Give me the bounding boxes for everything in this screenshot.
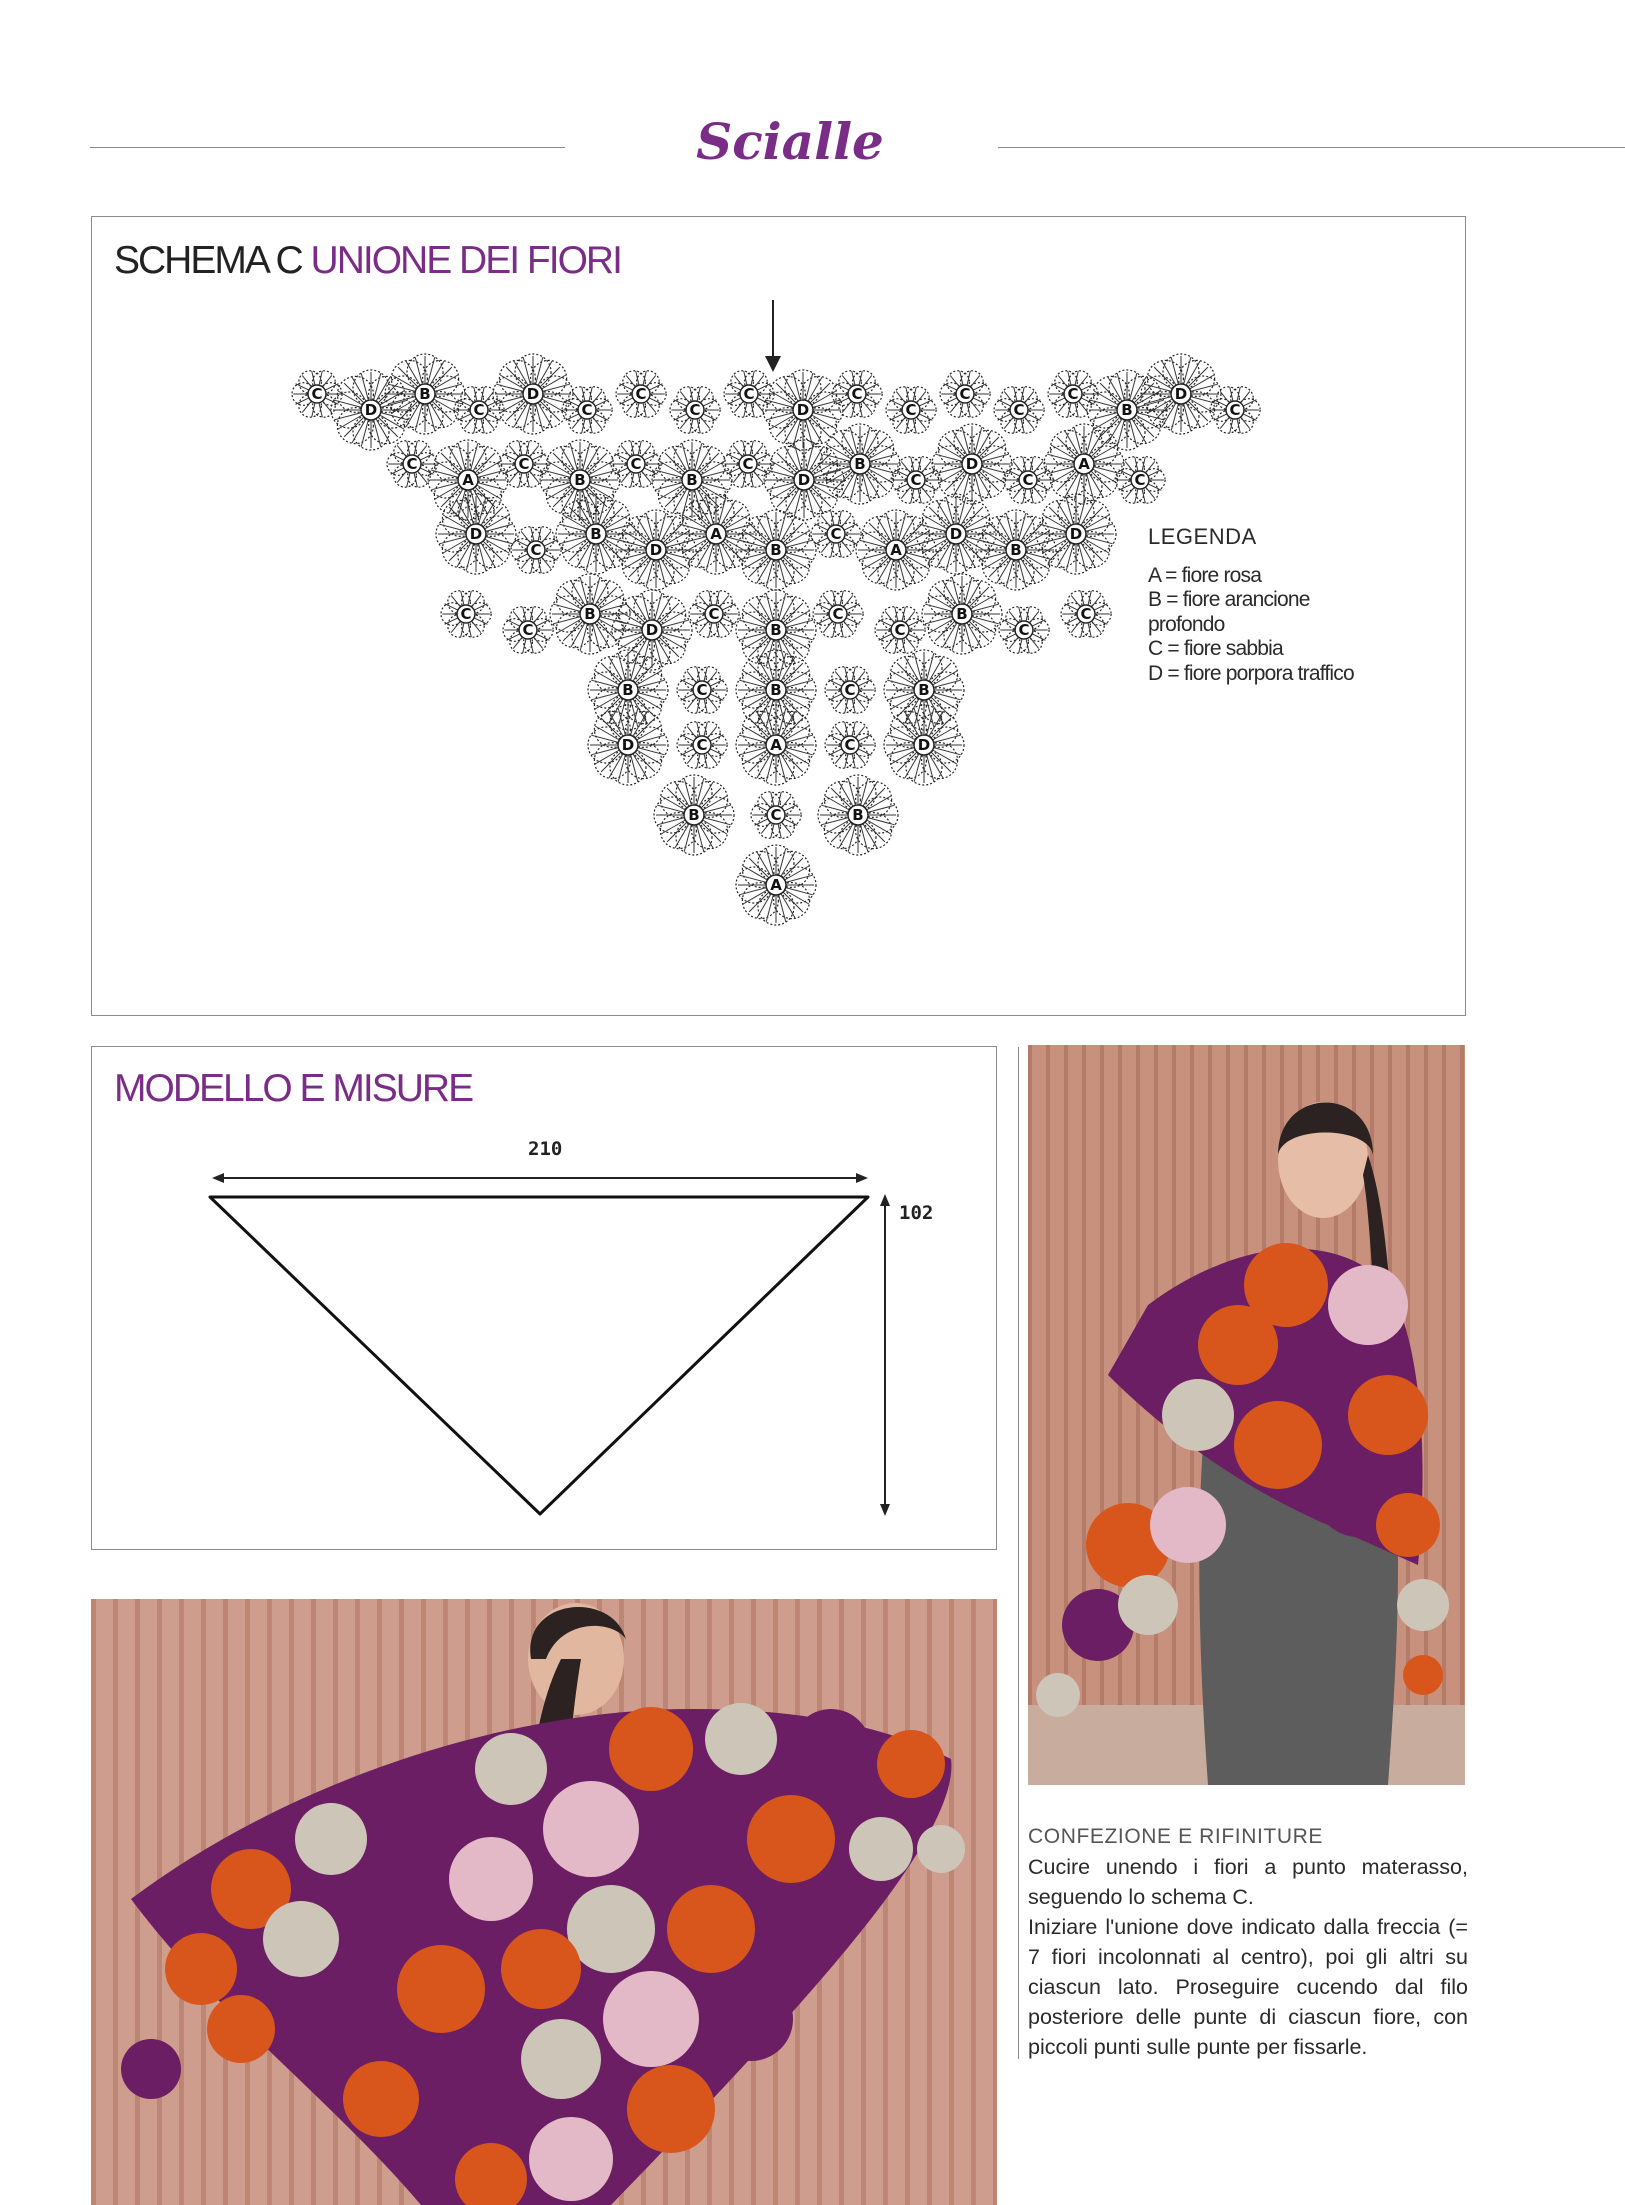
flower-label: C <box>406 455 418 473</box>
flower-label: B <box>419 385 431 403</box>
flower-label: C <box>959 385 971 403</box>
model-photo-side <box>1028 1045 1465 1785</box>
finishing-paragraph-1: Cucire unendo i fiori a punto materasso, seguendo lo schema C. <box>1028 1855 1468 1909</box>
finishing-paragraph-2: Iniziare l'unione dove indicato dalla freccia (= 7 fiori incolonnati al centro), poi gli altri su ciascun lato. Proseguire cucendo dal filo posteriore delle punte di ciascun fiore, con piccoli punti sulle punte per fissarle. <box>1028 1915 1468 2059</box>
flower-label: D <box>796 401 810 419</box>
flower-label: C <box>830 525 842 543</box>
flower-label: C <box>635 385 647 403</box>
shawl-triangle <box>210 1197 868 1514</box>
flower-label: B <box>770 621 782 639</box>
flower-label: B <box>584 605 596 623</box>
flower-label: C <box>460 605 472 623</box>
flower-label: B <box>956 605 968 623</box>
flower-label: C <box>630 455 642 473</box>
flower-label: D <box>469 525 483 543</box>
flower-label: C <box>910 471 922 489</box>
flower-label: A <box>1078 455 1090 473</box>
flower-label: C <box>522 621 534 639</box>
flower-label: A <box>770 876 782 894</box>
legend-title: LEGENDA <box>1148 524 1257 549</box>
model-photo-back-illustration <box>91 1599 997 2205</box>
height-measure: 102 <box>899 1202 934 1224</box>
finishing-title: CONFEZIONE E RIFINITURE <box>1028 1825 1323 1848</box>
flower-label: C <box>1018 621 1030 639</box>
flower-label: C <box>743 385 755 403</box>
flower-label: B <box>852 806 864 824</box>
flower-label: A <box>710 525 722 543</box>
column-divider <box>1018 1047 1019 2059</box>
flower-label: C <box>1067 385 1079 403</box>
flower-label: D <box>645 621 659 639</box>
legend-item-a: A = fiore rosa <box>1148 563 1262 587</box>
flower-label: B <box>770 541 782 559</box>
flower-label: A <box>462 471 474 489</box>
flower-label: D <box>965 455 979 473</box>
schema-title-purple: UNIONE DEI FIORI <box>310 239 621 282</box>
flower-label: C <box>530 541 542 559</box>
flower-label: B <box>1121 401 1133 419</box>
flower-label: B <box>622 681 634 699</box>
flower-label: B <box>686 471 698 489</box>
flower-label: C <box>689 401 701 419</box>
flower-label: C <box>1022 471 1034 489</box>
flower-label: C <box>832 605 844 623</box>
flower-label: C <box>844 681 856 699</box>
legend-item-d: D = fiore porpora traffico <box>1148 661 1354 685</box>
flower-label: B <box>770 681 782 699</box>
flower-label: B <box>918 681 930 699</box>
flower-label: D <box>917 736 931 754</box>
flower-label: C <box>311 385 323 403</box>
flower-label: C <box>844 736 856 754</box>
flower-label: D <box>797 471 811 489</box>
legend-item-c: C = fiore sabbia <box>1148 637 1283 660</box>
flower-label: C <box>696 736 708 754</box>
flower-label: C <box>894 621 906 639</box>
flower-label: A <box>770 736 782 754</box>
flower-label: C <box>742 455 754 473</box>
flower-label: C <box>851 385 863 403</box>
flower-label: C <box>696 681 708 699</box>
flower-label: C <box>1080 605 1092 623</box>
flower-label: B <box>688 806 700 824</box>
finishing-instructions <box>1028 1822 1468 2062</box>
flower-label: B <box>1010 541 1022 559</box>
model-photo-side-illustration <box>1028 1045 1465 1785</box>
flower-label: C <box>581 401 593 419</box>
flower-label: C <box>1013 401 1025 419</box>
flower-label: D <box>1069 525 1083 543</box>
flower-label: D <box>649 541 663 559</box>
page-title: Scialle <box>696 112 884 171</box>
width-measure: 210 <box>528 1138 563 1160</box>
flower-label: C <box>1134 471 1146 489</box>
flower-label: D <box>621 736 635 754</box>
model-photo-back <box>91 1599 997 2205</box>
flower-label: D <box>526 385 540 403</box>
flower-label: A <box>890 541 902 559</box>
flower-label: C <box>770 806 782 824</box>
flower-label: B <box>590 525 602 543</box>
flower-label: C <box>905 401 917 419</box>
flower-label: D <box>364 401 378 419</box>
legend-item-b: B = fiore arancione profondo <box>1148 588 1310 636</box>
flower-label: C <box>473 401 485 419</box>
schema-title-dark: SCHEMA C <box>114 239 302 282</box>
model-title-text: MODELLO E MISURE <box>114 1067 473 1110</box>
flower-label: C <box>708 605 720 623</box>
flower-label: C <box>518 455 530 473</box>
flower-label: B <box>574 471 586 489</box>
flower-label: D <box>1174 385 1188 403</box>
flower-label: B <box>854 455 866 473</box>
flower-label: C <box>1229 401 1241 419</box>
flower-label: D <box>949 525 963 543</box>
